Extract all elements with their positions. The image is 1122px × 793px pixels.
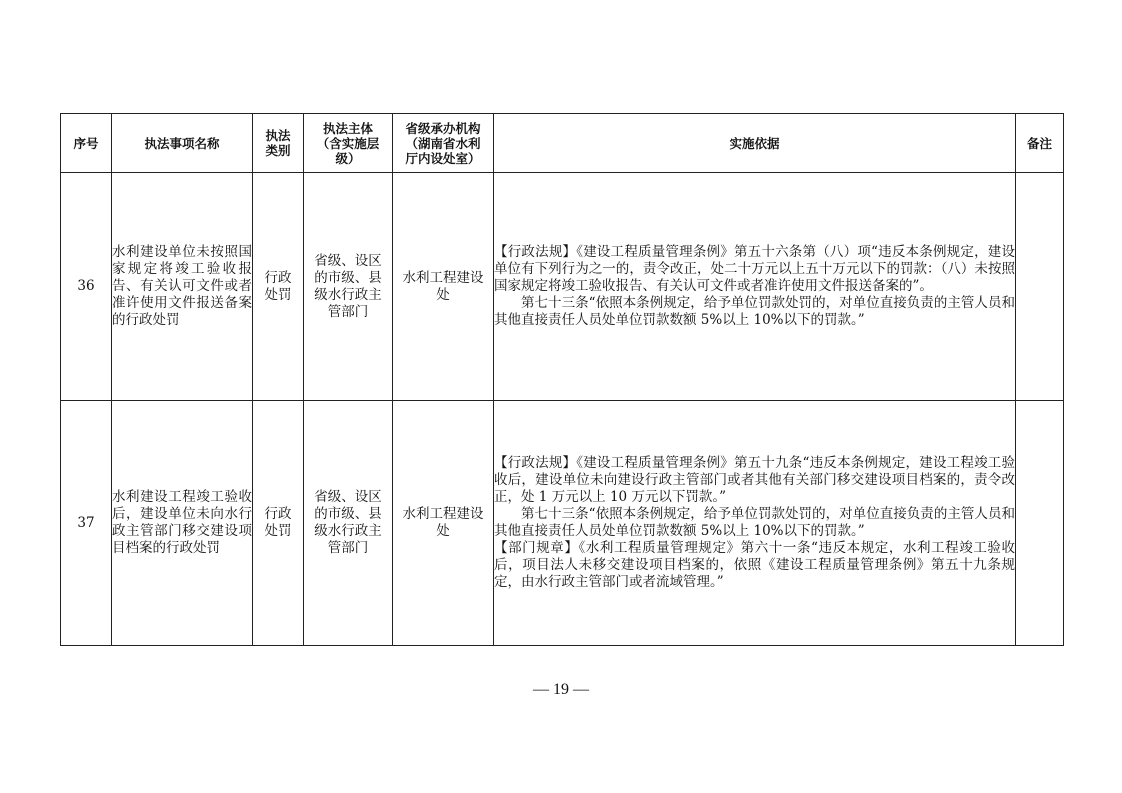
- row-remark: [1016, 401, 1064, 646]
- basis-paragraph: 第七十三条“依照本条例规定，给予单位罚款处罚的，对单位直接负责的主管人员和其他直接责任人员处单位罚款数额 5%以上 10%以下的罚款。”: [494, 295, 1015, 328]
- basis-paragraph: 【部门规章】《水利工程质量管理规定》第六十一条“违反本规定，水利工程竣工验收后，项目法人未移交建设项目档案的，依照《建设工程质量管理条例》第五十九条规定，由水行政主管部门或者流域管理。”: [494, 540, 1015, 590]
- header-row: [61, 114, 1064, 173]
- row-item-name: 水利建设单位未按照国家规定将竣工验收报告、有关认可文件或者准许使用文件报送备案的行政处罚: [112, 173, 253, 401]
- basis-paragraph: 【行政法规】《建设工程质量管理条例》第五十九条“违反本条例规定，建设工程竣工验收后，建设单位未向建设行政主管部门或者其他有关部门移交建设项目档案的，责令改正，处 1 万元以上 10 万元以下罚款。”: [494, 455, 1015, 505]
- row-item-name: 水利建设工程竣工验收后，建设单位未向水行政主管部门移交建设项目档案的行政处罚: [112, 401, 253, 646]
- page-number: — 19 —: [533, 681, 589, 698]
- header-basis: 实施依据: [494, 114, 1016, 173]
- table-row: [61, 173, 1064, 401]
- basis-paragraph: 【行政法规】《建设工程质量管理条例》第五十六条第（八）项“违反本条例规定，建设单位有下列行为之一的，责令改正，处二十万元以上五十万元以下的罚款：（八）未按照国家规定将竣工验收报告、有关认可文件或者准许使用文件报送备案的”。: [494, 244, 1015, 294]
- row-agency: 水利工程建设处: [393, 173, 494, 401]
- row-category: 行政处罚: [253, 401, 304, 646]
- row-remark: [1016, 173, 1064, 401]
- row-subject: 省级、设区的市级、县级水行政主管部门: [304, 401, 393, 646]
- enforcement-items-table: [60, 113, 1064, 646]
- row-seq: 37: [61, 401, 112, 646]
- header-subject: 执法主体 （含实施层 级）: [304, 114, 393, 173]
- basis-paragraph: 第七十三条“依照本条例规定，给予单位罚款处罚的，对单位直接负责的主管人员和其他直接责任人员处单位罚款数额 5%以上 10%以下的罚款。”: [494, 506, 1015, 539]
- row-subject: 省级、设区的市级、县级水行政主管部门: [304, 173, 393, 401]
- table-row: [61, 401, 1064, 646]
- row-category: 行政处罚: [253, 173, 304, 401]
- header-remark: 备注: [1016, 114, 1064, 173]
- header-agency: 省级承办机构 （湖南省水利 厅内设处室）: [393, 114, 494, 173]
- header-category: 执法 类别: [253, 114, 304, 173]
- header-seq: 序号: [61, 114, 112, 173]
- header-item-name: 执法事项名称: [112, 114, 253, 173]
- row-basis: [494, 401, 1016, 646]
- row-basis: [494, 173, 1016, 401]
- row-agency: 水利工程建设处: [393, 401, 494, 646]
- row-seq: 36: [61, 173, 112, 401]
